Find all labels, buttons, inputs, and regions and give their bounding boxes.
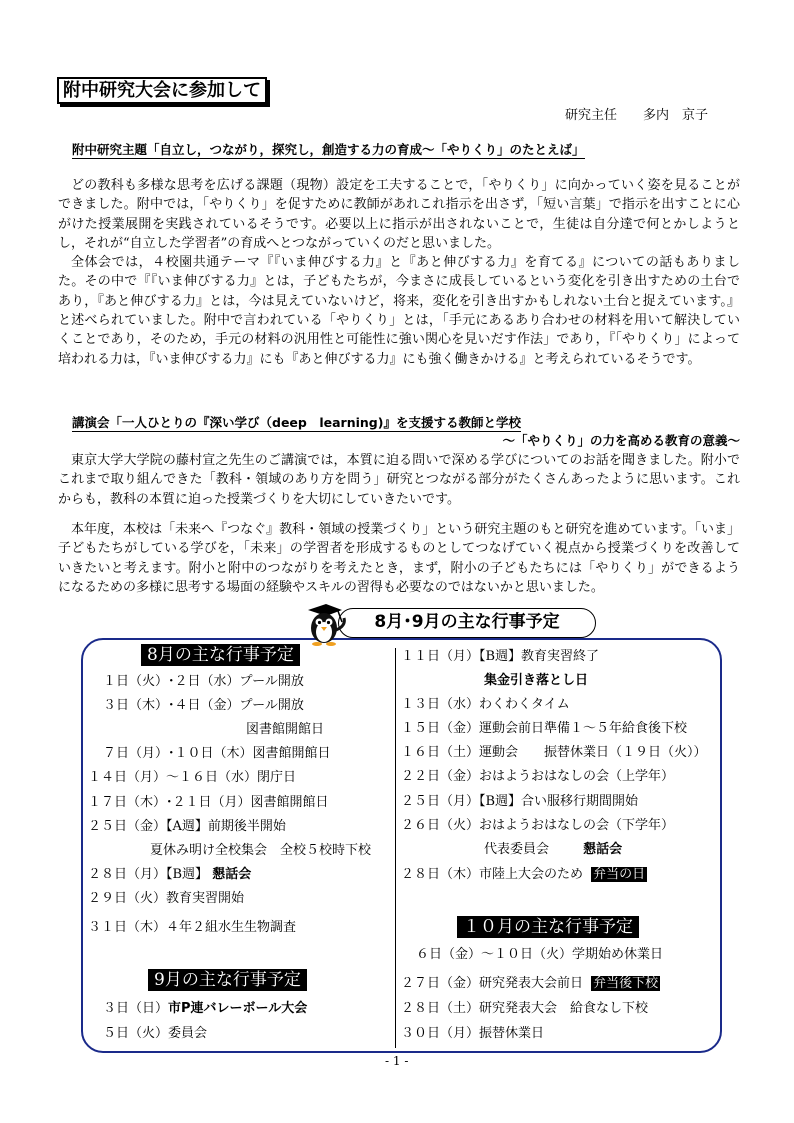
event-item xyxy=(103,1000,307,1018)
event-highlight: 弁当後下校 xyxy=(593,976,659,991)
event-date: ２８日（月）【B週】 xyxy=(88,867,209,882)
event-item: ２９日（火）教育実習開始 xyxy=(88,891,245,906)
section2-body xyxy=(58,451,740,509)
event-text: 代表委員会 xyxy=(484,842,550,857)
paragraph: どの教科も多様な思考を広げる課題（現物）設定を工夫することで，「やりくり」に向かっていく姿を見ることができました。附中では，「やりくり」を促すために教師があれこれ指示を出さず，「短い言葉」で指示を出すことに心がけた授業展開を実践されているそうです。必要以上に指示が出されないことで，生徒は自分達で何とかしようとし，それが“自立した学習者”の育成へとつながっていくのだと思いました。 xyxy=(58,178,740,251)
event-item: ７日（月）･１０日（木）図書館開館日 xyxy=(103,746,331,761)
event-item: 図書館開館日 xyxy=(246,722,325,737)
paragraph: 東京大学大学院の藤村宣之先生のご講演では，本質に迫る問いで深める学びについてのお話を聞きました。附小でこれまで取り組んできた「教科・領域のあり方を問う」研究とつながる部分がたくさんあったように思います。これからも，教科の本質に迫った授業づくりを大切にしていきたいです。 xyxy=(58,453,740,507)
october-title: １０月の主な行事予定 xyxy=(457,916,639,938)
event-date: ２８日（木）市陸上大会のため xyxy=(401,867,584,882)
event-item: ２８日（土）研究発表大会 給食なし下校 xyxy=(401,1001,649,1016)
section3-body xyxy=(58,520,740,597)
schedule-banner: 8月･9月の主な行事予定 xyxy=(338,608,596,638)
section2-heading: 講演会「一人ひとりの『深い学び（deep learning)』を支援する教師と学校 xyxy=(72,415,521,430)
event-highlight: 懇話会 xyxy=(583,842,623,857)
section1-heading: 附中研究主題「自立し，つながり，探究し，創造する力の育成～「やりくり」のたとえば」 xyxy=(72,142,585,157)
section1-body xyxy=(58,176,740,369)
event-item xyxy=(401,866,647,884)
event-date: ３日（日） xyxy=(103,1001,169,1016)
event-item: １日（火）･２日（水）プール開放 xyxy=(103,674,304,689)
event-highlight: 弁当の日 xyxy=(593,867,646,882)
schedule-divider xyxy=(395,648,396,1048)
section2-heading-sub: ～「やりくり」の力を高める教育の意義～ xyxy=(502,433,740,448)
event-item: ６日（金）～１０日（火）学期始め休業日 xyxy=(416,947,664,962)
event-highlight: 懇話会 xyxy=(212,867,252,882)
event-item: 集金引き落とし日 xyxy=(484,673,589,688)
paragraph: 全体会では，４校園共通テーマ『『いま伸びする力』と『あと伸びする力』を育てる』についての話もありました。その中で『『いま伸びする力』とは，子どもたちが，今まさに成長しているという変化を引き出すための土台であり，『あと伸びする力』とは，今は見えていないけど，将来，変化を引き出すかもしれない土台と捉えています。』と述べられていました。附中で言われている「やりくり」とは，「手元にあるあり合わせの材料を用いて解決していくことであり，そのため，手元の材料の汎用性と可能性に強い関心を見いだす作法」であり，『「やりくり」によって培われる力は，『いま伸びする力』にも『あと伸びする力』にも強く働きかける』と考えられているそうです。 xyxy=(58,255,740,367)
event-item: ２５日（月）【B週】合い服移行期間開始 xyxy=(401,794,639,809)
event-item: ３１日（木）４年２組水生生物調査 xyxy=(88,920,297,935)
page-number: - 1 - xyxy=(385,1054,409,1068)
event-item: １１日（月）【B週】教育実習終了 xyxy=(401,649,600,664)
event-item: １６日（土）運動会 振替休業日（１９日（火）） xyxy=(401,745,707,760)
event-item: ２２日（金）おはようおはなしの会（上学年） xyxy=(401,769,675,784)
page-title: 附中研究大会に参加して xyxy=(57,77,267,104)
event-item: ５日（火）委員会 xyxy=(103,1026,208,1041)
event-item: ３０日（月）振替休業日 xyxy=(401,1026,545,1041)
event-item: １５日（金）運動会前日準備１～５年給食後下校 xyxy=(401,721,688,736)
paragraph: 本年度，本校は「未来へ『つなぐ』教科・領域の授業づくり」という研究主題のもと研究を進めています。「いま」子どもたちがしている学びを，「未来」の学習者を形成するものとしてつなげていく視点から授業づくりを改善していきたいと考えます。附小と附中のつながりを考えたとき，まず，附小の子どもたちには「やりくり」ができるようになるための多様に思考する場面の経験やスキルの習得も必要なのではないかと思いました。 xyxy=(58,522,740,595)
event-item xyxy=(484,841,622,859)
event-item: １７日（木）･２１日（月）図書館開館日 xyxy=(88,795,329,810)
event-item: ２５日（金）【A週】前期後半開始 xyxy=(88,819,286,834)
event-item: ３日（木）･４日（金）プール開放 xyxy=(103,698,304,713)
event-date: ２７日（金）研究発表大会前日 xyxy=(401,976,584,991)
author: 研究主任 多内 京子 xyxy=(565,108,709,123)
event-item xyxy=(401,975,660,993)
event-item: ２６日（火）おはようおはなしの会（下学年） xyxy=(401,818,675,833)
event-item: １３日（水）わくわくタイム xyxy=(401,697,570,712)
event-item: １４日（月）～１６日（水）閉庁日 xyxy=(88,770,297,785)
event-item: 夏休み明け全校集会 全校５校時下校 xyxy=(150,843,372,858)
september-title: 9月の主な行事予定 xyxy=(148,969,307,991)
penguin-graduate-icon xyxy=(300,602,348,646)
event-item xyxy=(88,866,251,884)
event-highlight: 市P連バレーボール大会 xyxy=(168,1001,308,1016)
august-title: 8月の主な行事予定 xyxy=(141,644,300,666)
